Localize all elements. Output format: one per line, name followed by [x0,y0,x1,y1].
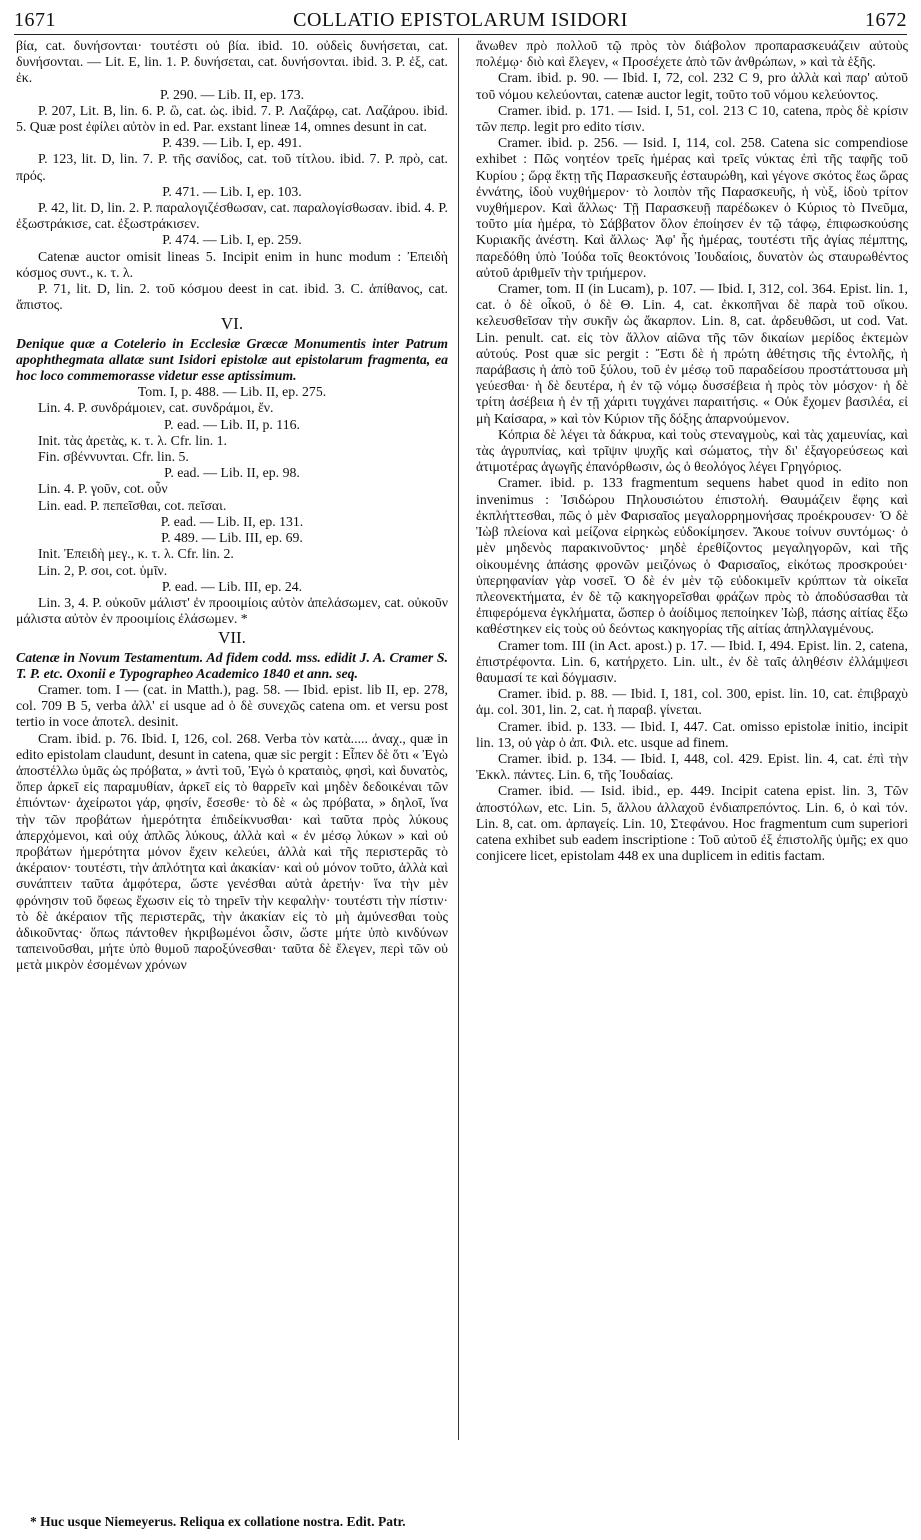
page-header [14,6,907,34]
chapter-heading: VII. [218,628,246,648]
paragraph: Catenæ auctor omisit lineas 5. Incipit enim in hunc modum : Ἐπειδὴ κόσμος συντ., κ. τ. λ. [16,248,448,280]
paragraph: Cramer tom. III (in Act. apost.) p. 17. — Ibid. I, 494. Epist. lin. 2, catena, ἐπιστρέφοντα. Lin. 6, κατήρχετο. Lin. ult., ἐν δὲ ταῖς ἀληθέσιν ἐλλάμψεσι θαυμασί τε καὶ δόγμασιν. [476,637,908,685]
header-rule [14,34,907,35]
paragraph: Cramer. ibid. p. 133. — Ibid. I, 447. Cat. omisso epistolæ initio, incipit lin. 13, οὐ γὰρ ὁ ἀπ. Φιλ. etc. usque ad finem. [476,718,908,750]
paragraph: Cramer. ibid. p. 88. — Ibid. I, 181, col. 300, epist. lin. 10, cat. ἐπιβραχὺ ἀμ. col. 301, lin. 2, cat. ἡ παραβ. γίνεται. [476,686,908,718]
paragraph: Lin. 3, 4. P. οὐκοῦν μάλιστ' ἐν προοιμίοις αὐτὸν ἀπελάσωμεν, cat. οὐκοῦν μάλιστα αὐτὸν ἐν προοιμίοις ἐλάσωμεν. * [16,594,448,627]
section-heading: Tom. I, p. 488. — Lib. II, ep. 275. [137,384,327,400]
paragraph: Cramer. tom. I — (cat. in Matth.), pag. 58. — Ibid. epist. lib II, ep. 278, col. 709 B 5, verba ἀλλ' εἰ usque ad ὁ δὲ συνεχῶς catena om. et versu post tertio in voce ἀποτελ. desinit. [16,681,448,730]
paragraph: Cram. ibid. p. 90. — Ibid. I, 72, col. 232 C 9, pro ἀλλὰ καὶ παρ' αὐτοῦ τοῦ νόμου κελεύονται, catenæ auctor legit, τοῦτο τοῦ νόμου κελεύοντος. [476,70,908,102]
running-title: COLLATIO EPISTOLARUM ISIDORI [293,8,628,31]
paragraph: Cramer. ibid. p. 133 fragmentum sequens habet quod in edito non invenimus : Ἰσιδώρου Πηλουσιώτου ἐπιστολή. Θαυμάζειν ἔφης καὶ ἐκπλήττεσθαι, πῶς ὁ μὲν Φαρισαῖος μεγαλορρημονήσας προέκρουσεν· Ὁ δὲ Ἰὼβ πλείονα καὶ μείζονα εἰρηκὼς εὐδοκίμησεν. Ἄκουε τοίνυν συντόμως· ὁ μὲν μηδενὸς παρακινοῦντος· μηδὲ ἐρεθίζοντος μεγαληγορῶν, καὶ τῆς οἰκουμένης ἁπάσης φρονῶν μειζόνως ὁ Φαρισαῖος, εἰκότως προσκρούει· ὑπερηφανίαν γὰρ νοσεῖ. Ὁ δὲ ἐν μὲν τῷ εὐδοκιμεῖν κρύπτων τὰ οἰκεῖα πλεονεκτήματα, ἐν δὲ τῷ κακηγορεῖσθαι φράζων πρὸς τὸ ἀποδύσασθαι τὰ ἐπιφερόμενα ἐγκλήματα, ὥσπερ ὁ ἀοίδιμος πεποίηκεν Ἰὼβ, πάσης αἰτίας ἔξω καθέστηκεν εἰς τοὺς οὐ δεόντως κακηγορίας τῆς αἰτίας ἀπηλλαγμένους. [476,475,908,637]
left-column [16,38,448,974]
paragraph: Κόπρια δὲ λέγει τὰ δάκρυα, καὶ τοὺς στεναγμοὺς, καὶ τὰς χαμευνίας, καὶ τὰς ἀγρυπνίας, καὶ τρῖψιν ψυχῆς καὶ σώματος, τὴν δι' ἐξαγορεύσεως καὶ ἀτιμοτέρας ἀγωγῆς ἐπανόρθωσιν, ὡς ὁ θεολόγος λέγει Γρηγόριος. [476,426,908,475]
right-column [476,38,908,864]
paragraph: Cramer. ibid. p. 171. — Isid. I, 51, col. 213 C 10, catena, πρὸς δὲ κρίσιν τῶν πεπρ. legit pro edito τίσιν. [476,102,908,135]
paragraph: P. 123, lit. D, lin. 7. P. τῆς σανίδος, cat. τοῦ τίτλου. ibid. 7. P. πρὸ, cat. πρός. [16,151,448,183]
section-heading: P. ead. — Lib. II, ep. 98. [164,465,300,481]
paragraph: ἄνωθεν πρὸ πολλοῦ τῷ πρὸς τὸν διάβολον προπαρασκευάζειν αὐτοὺς πολέμῳ· διὸ καὶ ἔλεγεν, « Προσέχετε ἀπὸ τῶν ἀνθρώπων, » καὶ τὰ ἑξῆς. [476,38,908,70]
section-heading: P. 290. — Lib. II, ep. 173. [159,86,305,102]
paragraph: P. 71, lit. D, lin. 2. τοῦ κόσμου deest in cat. ibid. 3. C. ἀπίθανος, cat. ἄπιστος. [16,281,448,313]
chapter-heading: VI. [220,314,244,334]
paragraph: Cram. ibid. p. 76. Ibid. I, 126, col. 268. Verba τὸν κατὰ..... ἀναχ., quæ in edito epistolam claudunt, desunt in catena, quæ sic pergit : Εἶπεν δὲ ὅτι « Ἐγὼ ἀποστέλλω ὑμᾶς ὡς πρόβατα, » ἀντὶ τοῦ, Ἐγὼ ὁ κραταιὸς, φησὶ, καὶ δυνατὸς, ὅπερ ἀρκεῖ εἰς παραμυθίαν, ἀρκεῖ εἰς τὸ θαρρεῖν καὶ μηδὲν δεδοικέναι τῶν ἐπιόντων· ἀχείρωτοι γάρ, φησίν, ἔσεσθε· τὸ δὲ « ὡς πρόβατα, » δηλοῖ, ἵνα τὴν τῶν προβάτων ἡμερότητα ἐπιδείκνυσθαι· καὶ ταῦτα πρὸς λύκους ἀπερχόμενοι, καὶ οὐχ ἁπλῶς λύκους, ἀλλὰ καὶ « ἐν μέσῳ λύκων » καὶ οὐ προβάτων ἡμερότητα μόνον ἔχειν κελεύει, ἀλλὰ καὶ τῆς περιστερᾶς τὸ ἀκέραιον· τουτέστι, τὴν ἁπλότητα καὶ ἀκακίαν· καὶ οὐ μόνον τοῦτο, ἀλλὰ καὶ συνάπτειν ταῦτα ἀμφότερα, ὥστε γενέσθαι αὐτὰ ἀρετήν· ἵνα τὴν μὲν φρόνησιν τοῦ ὄφεως ἔχωσιν εἰς τὸ τηρεῖν τὴν κεφαλὴν· τουτέστι τὴν πίστιν· τὸ δὲ ἀκέραιον τῆς περιστερᾶς, τὴν ἀκακίαν εἰς τὸ μὴ ἀμύνεσθαι τοὺς ἀδικοῦντας· ὅπως πάντοθεν ἠκριβωμένοι ὦσιν, ὥστε μήτε ὑπὸ κινδύνων ταπεινοῦσθαι, μήτε ὑπὸ θυμοῦ παροξύνεσθαι· ταῦτα δὲ ἔλεγεν, περὶ τῶν οὐ μετὰ μικρὸν ἐσομένων χρόνων [16,730,448,973]
page-number-right: 1672 [865,8,907,31]
paragraph: Cramer, tom. II (in Lucam), p. 107. — Ibid. I, 312, col. 364. Epist. lin. 1, cat. ὁ δὲ οἶκοῦ, ὁ δὲ Θ. Lin. 4, cat. ἐκκοπῆναι δὲ παρὰ τοῦ οἴκου. κελευσθεῖσαν τὴν συκῆν ὡς ἄκαρπον. Lin. 8, cat. ἀρδευθῶσι, ut cod. Vat. Lin. penult. cat. εἰς τὸν ἄλλον αἰῶνα τῆς τῶν δικαίων μερίδος ἐκτεμὼν αὐτούς. Post quæ sic pergit : Ἔστι δὲ ἡ πρώτη ἀθέτησις τῆς ἐντολῆς, ἡ παράβασις ἡ ἀπὸ τοῦ ξύλου, τοῦ ἐν μέσῳ τοῦ παραδείσου προστάττουσα μὴ γεύεσθαι· ἡ δὲ δευτέρα, ἡ ἐν τῷ νόμῳ δυσσέβεια ἡ πρὸς τὸν μόσχον· ἡ δὲ τρίτη ἀσέβεια ἡ ἐν τῇ χάριτι τυγχάνει παραιτήσις. « Οὐκ ἔχομεν βασιλέα, εἰ μὴ Καίσαρα, » καὶ τὸν Κύριον τῆς δόξης ἀπαρνούμενον. [476,281,908,426]
section-heading: P. ead. — Lib. II, ep. 131. [160,513,304,529]
paragraph: Fin. σβέννυνται. Cfr. lin. 5. [38,449,189,465]
paragraph: Lin. ead. P. πεπεῖσθαι, cot. πεῖσαι. [38,497,227,513]
section-heading: P. 471. — Lib. I, ep. 103. [162,183,302,199]
italic-intro: Catenæ in Novum Testamentum. Ad fidem codd. mss. edidit J. A. Cramer S. T. P. etc. Oxonii e Typographeo Academico 1840 et ann. seq. [16,649,448,681]
footnote: * Huc usque Niemeyerus. Reliqua ex collatione nostra. Edit. Patr. [30,1514,406,1529]
paragraph: Lin. 4. P. γοῦν, cot. οὖν [38,481,168,497]
section-heading: P. 439. — Lib. I, ep. 491. [162,135,302,151]
column-divider [458,38,459,1440]
paragraph: Cramer. ibid. p. 134. — Ibid. I, 448, col. 429. Epist. lin. 4, cat. ἐπὶ τὴν Ἐκκλ. πάντες. Lin. 6, τῆς Ἰουδαίας. [476,750,908,783]
section-heading: P. ead. — Lib. II, p. 116. [164,416,300,432]
page-number-left: 1671 [14,8,56,31]
paragraph: Lin. 4. P. συνδράμοιεν, cat. συνδράμοι, ἔν. [38,400,274,416]
section-heading: P. 489. — Lib. III, ep. 69. [161,530,303,546]
paragraph: Cramer. ibid. — Isid. ibid., ep. 449. Incipit catena epist. lin. 3, Τῶν ἀποστόλων, etc. Lin. 5, ἄλλου ἀλλαχοῦ ἐνδιαπρεπόντος. Lin. 6, ὁ καὶ τόν. Lin. 8, cat. om. ἁρπαγείς. Lin. 10, Στεφάνου. Hoc fragmentum cum superiori catena exhibet sub eadem inscriptione : Τοῦ αὐτοῦ ἐξ ἐπιστολῆς ὑμῆς; ex quo conjicere licet, epistolam 448 ex una duplicem in editis factam. [476,783,908,864]
paragraph: Init. Ἐπειδὴ μεγ., κ. τ. λ. Cfr. lin. 2. [38,546,234,562]
section-heading: P. ead. — Lib. III, ep. 24. [161,578,303,594]
paragraph: Cramer. ibid. p. 256. — Isid. I, 114, col. 258. Catena sic compendiose exhibet : Πῶς νοητέον τρεῖς ἡμέρας καὶ τρεῖς νύκτας ἐπὶ τῆς ταφῆς τοῦ Κυρίου ; ὥρᾳ ἕκτῃ τῆς Παρασκευῆς ἐσταυρώθη, καὶ γέγονε σκότος ἕως ὥρας ἐννάτης, ἰδοὺ νυχθήμερον· τὸ λοιπὸν τῆς Παρασκευῆς, ἡ νὺξ, ἰδοὺ τρίτον νυχθήμερον. Καὶ ἄλλως· Τῇ Παρασκευῇ παρέδωκεν ὁ Κύριος τὸ Πνεῦμα, τοῦτο μία ἡμέρα, τὸ Σάββατον ὅλον ἐποίησεν ἐν τῷ τάφῳ, ἐπιφωσκούσης Κυριακῆς ἀνέστη. Καὶ ἄλλως· Ἀφ' ἧς ἡμέρας, τουτέστι τῆς ἁγίας πέμπτης, παρεδόθη ὑπὸ Ἰούδα τοῖς θεοκτόνοις Ἰουδαίοις, δυνατὸν ὡς σταυρωθέντος αὐτοῦ ἀριθμεῖν τὴν τριήμερον. [476,135,908,280]
paragraph: βία, cat. δυνήσονται· τουτέστι οὐ βία. ibid. 10. οὐδεὶς δυνήσεται, cat. δυνήσονται. — Lit. E, lin. 1. P. δυνήσεται, cat. δυνήσονται. ibid. 3. P. ἐξ, cat. ἐκ. [16,38,448,86]
paragraph: Init. τὰς ἀρετὰς, κ. τ. λ. Cfr. lin. 1. [38,432,228,448]
paragraph: P. 207, Lit. B, lin. 6. P. ὣ, cat. ὡς. ibid. 7. P. Λαζάρῳ, cat. Λαζάρου. ibid. 5. Quæ post ἐφίλει αὐτὸν in ed. Par. exstant lineæ 14, omnes desunt in cat. [16,102,448,135]
section-heading: P. 474. — Lib. I, ep. 259. [162,232,302,248]
paragraph: Lin. 2, P. σοι, cot. ὑμῖν. [38,562,168,578]
paragraph: P. 42, lit. D, lin. 2. P. παραλογιζέσθωσαν, cat. παραλογίσθωσαν. ibid. 4. P. ἐξωστράκισε, cat. ἐξωστράκισεν. [16,200,448,232]
italic-intro: Denique quæ a Cotelerio in Ecclesiæ Græcæ Monumentis inter Patrum apophthegmata allatæ sunt Isidori epistolæ aut epistolarum fragmenta, ea hoc loco commemorasse videtur esse aptissimum. [16,335,448,384]
